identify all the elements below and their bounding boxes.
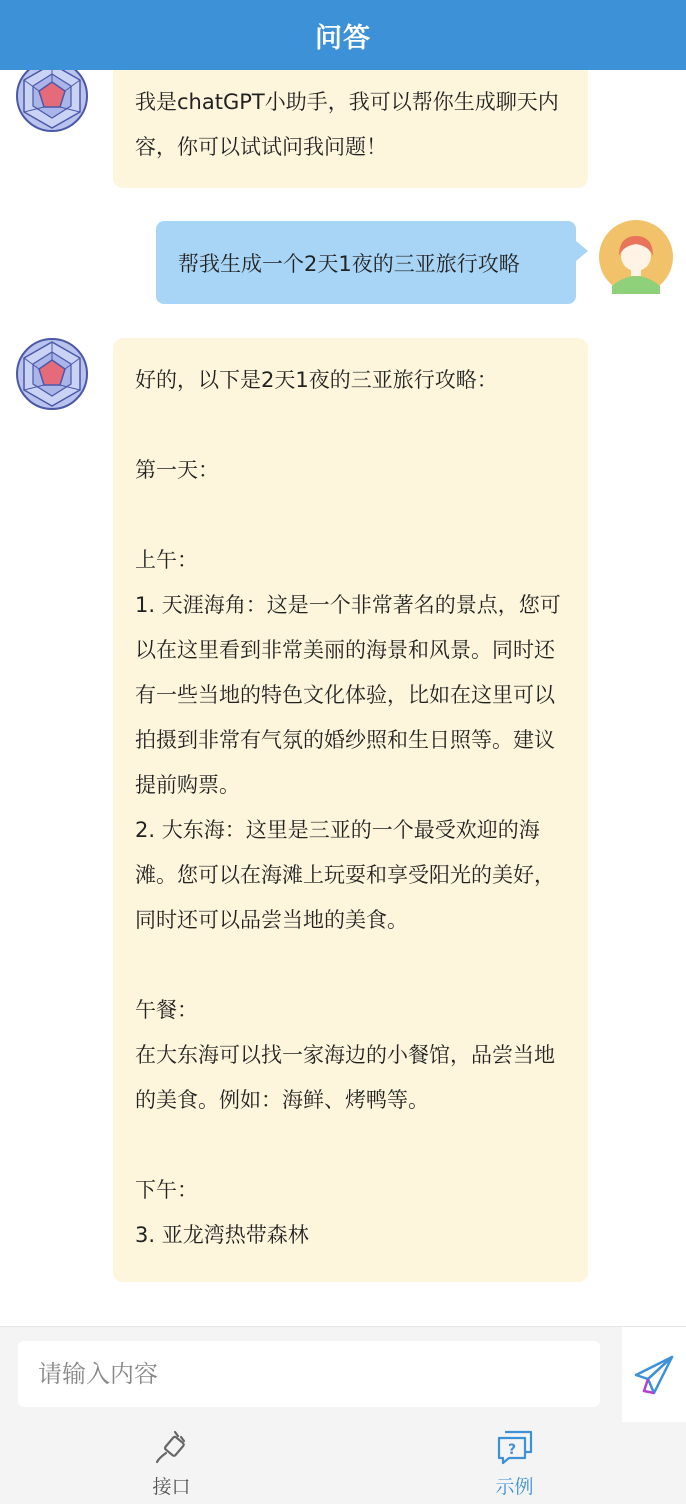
send-button[interactable] xyxy=(622,1327,686,1423)
bot-message-bubble: 我是chatGPT小助手，我可以帮你生成聊天内容，你可以试试问我问题！ xyxy=(113,70,588,188)
page-title: 问答 xyxy=(315,22,371,54)
chat-list[interactable] xyxy=(0,70,686,1326)
tab-api-label: 接口 xyxy=(152,1476,191,1498)
bot-avatar xyxy=(16,70,88,132)
plug-icon xyxy=(153,1428,191,1466)
svg-text:?: ? xyxy=(507,1442,516,1458)
message-input[interactable] xyxy=(18,1341,600,1407)
user-avatar xyxy=(599,220,673,294)
tab-examples[interactable] xyxy=(343,1422,686,1504)
bot-avatar xyxy=(16,338,88,410)
user-message-bubble: 帮我生成一个2天1夜的三亚旅行攻略 xyxy=(156,221,576,304)
tab-examples-label: 示例 xyxy=(495,1476,534,1498)
tab-bar xyxy=(0,1422,686,1504)
header-bar xyxy=(0,0,686,70)
input-bar xyxy=(0,1326,686,1422)
send-icon xyxy=(632,1353,676,1397)
tab-api[interactable] xyxy=(0,1422,343,1504)
help-chat-icon xyxy=(495,1428,535,1466)
bot-message-bubble: 好的，以下是2天1夜的三亚旅行攻略： 第一天： 上午： 1. 天涯海角：这是一个非常著名的景点，您可以在这里看到非常美丽的海景和风景。同时还有一些当地的特色文化体验，比如在这里可以拍摄到非常有气氛的婚纱照和生日照等。建议提前购票。 2. 大东海：这里是三亚的一个最受欢迎的海滩。您可以在海滩上玩耍和享受阳光的美好，同时还可以品尝当地的美食。 午餐： 在大东海可以找一家海边的小餐馆，品尝当地的美食。例如：海鲜、烤鸭等。 下午： 3. 亚龙湾热带森林 xyxy=(113,338,588,1282)
